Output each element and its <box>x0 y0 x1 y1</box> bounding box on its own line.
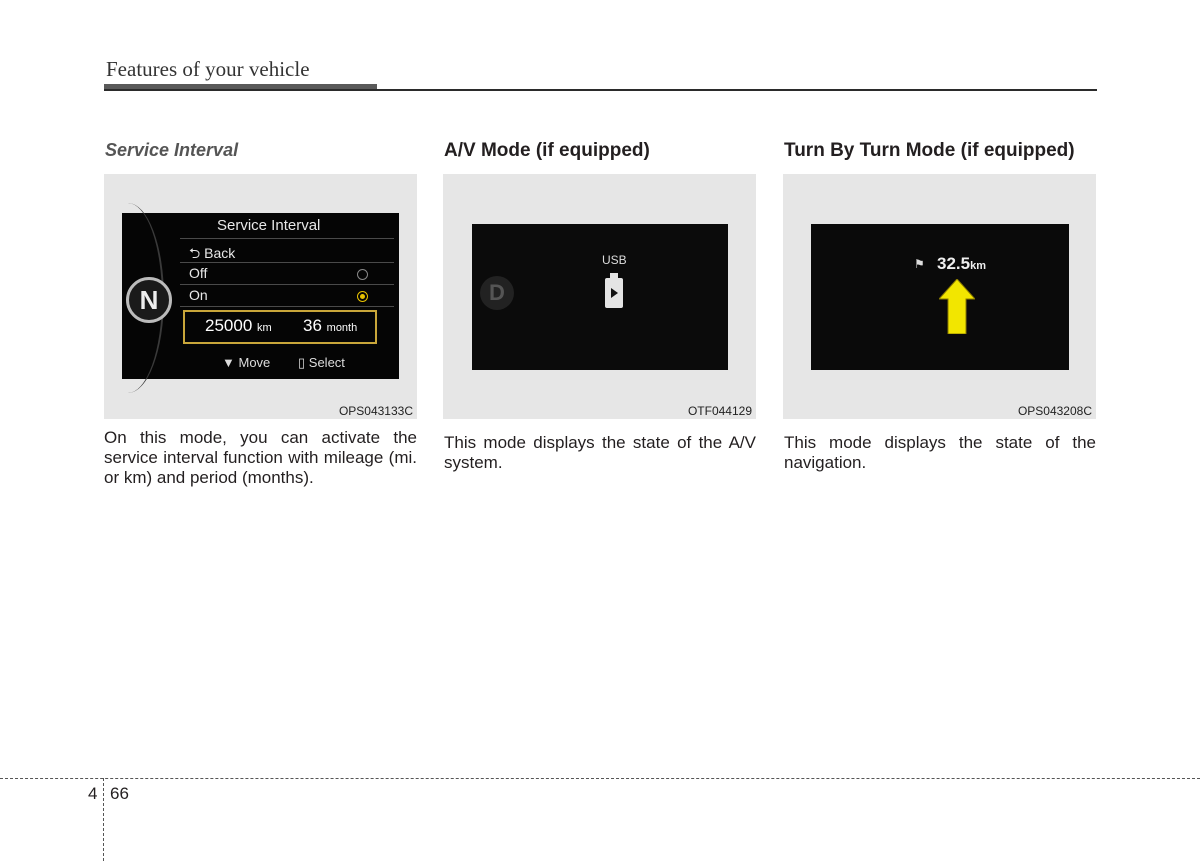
menu-off: Off <box>189 265 208 281</box>
figure-av-mode <box>443 174 756 419</box>
section-title-turn-by-turn: Turn By Turn Mode (if equipped) <box>784 140 1075 161</box>
figure-code: OPS043133C <box>338 404 413 418</box>
cluster-screen <box>811 224 1069 370</box>
figure-code: OPS043208C <box>1017 404 1092 418</box>
header-rule <box>104 89 1097 91</box>
month-value: 36 month <box>303 316 358 335</box>
divider <box>180 306 394 307</box>
screen-title: Service Interval <box>217 217 321 234</box>
destination-flag-icon: ⚑ <box>914 257 925 271</box>
chapter-number: 4 <box>88 784 98 803</box>
footer-rule <box>0 778 1200 779</box>
divider <box>180 262 394 263</box>
figure-code: OTF044129 <box>687 404 752 418</box>
straight-arrow-icon <box>939 279 975 334</box>
menu-back: ⮌ Back <box>189 245 236 261</box>
radio-on-icon <box>357 291 368 302</box>
section-description: On this mode, you can activate the service interval function with mileage (mi. or km) and period (months). <box>104 428 417 487</box>
radio-off-icon <box>357 269 368 280</box>
section-description: This mode displays the state of the A/V system. <box>444 433 756 472</box>
divider <box>180 238 394 239</box>
divider <box>180 284 394 285</box>
figure-service-interval <box>104 174 417 419</box>
gear-indicator: D <box>480 276 514 310</box>
distance-readout: 32.5km <box>937 254 986 273</box>
source-label: USB <box>602 253 627 267</box>
km-value: 25000 km <box>205 316 272 335</box>
menu-on: On <box>189 287 208 303</box>
figure-turn-by-turn <box>783 174 1096 419</box>
gear-indicator: N <box>126 277 172 323</box>
footer-divider <box>103 778 104 861</box>
section-title-service-interval: Service Interval <box>105 140 239 160</box>
page-number: 66 <box>110 784 129 803</box>
usb-play-icon <box>605 278 623 308</box>
section-description: This mode displays the state of the navigation. <box>784 433 1096 472</box>
cluster-screen <box>472 224 728 370</box>
running-header: Features of your vehicle <box>106 57 310 81</box>
cluster-screen <box>122 213 399 379</box>
interval-value-box <box>183 310 377 344</box>
hint-select: ▯ Select <box>298 355 345 370</box>
back-arrow-icon: ⮌ <box>189 245 201 261</box>
section-title-av-mode: A/V Mode (if equipped) <box>444 140 650 161</box>
down-triangle-icon: ▼ <box>222 355 235 370</box>
ok-button-icon: ▯ <box>298 355 306 370</box>
hint-move: ▼ Move <box>222 355 271 370</box>
